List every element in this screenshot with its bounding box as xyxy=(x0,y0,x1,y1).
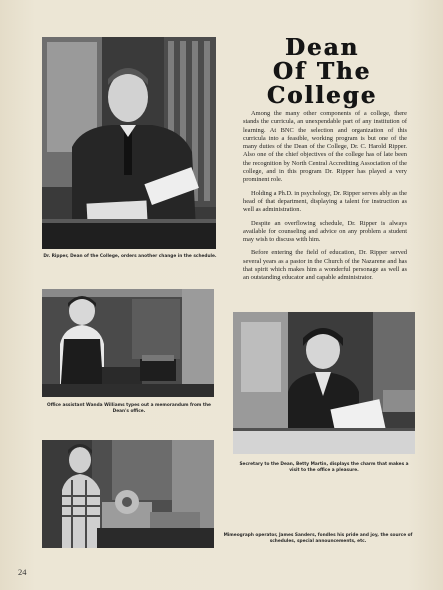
title-line-1: Dean xyxy=(284,34,360,61)
mimeograph-photo xyxy=(42,440,214,548)
secretary-photo xyxy=(233,312,415,454)
body-paragraph-4: Before entering the field of education, Dr. Ripper served several years as a pastor in the Church of the Nazarene and has that spirit which makes him a wonderful personage as well as an outstanding educator and capable administrator. xyxy=(243,249,407,282)
secretary-caption: Secretary to the Dean, Betty Martin, displays the charm that makes a visit to the office a pleasure. xyxy=(239,462,409,474)
body-paragraph-2: Holding a Ph.D. in psychology, Dr. Ripper serves ably as the head of that department, displaying a talent for instruction as well as administration. xyxy=(243,189,407,214)
title-line-2: Of The xyxy=(272,58,372,85)
body-paragraph-3: Despite an overflowing schedule, Dr. Ripper is always available for counseling and advice on any problem a student may wish to discuss with him. xyxy=(243,219,407,244)
office-assistant-caption: Office assistant Wanda Williams types out a memorandum from the Dean's office. xyxy=(47,403,211,415)
dean-photo-caption: Dr. Ripper, Dean of the College, orders another change in the schedule. xyxy=(43,254,217,259)
office-assistant-photo xyxy=(42,289,214,397)
mimeograph-caption: Mimeograph operator, James Sanders, fondles his pride and joy, the source of schedules, special announcements, etc. xyxy=(223,533,413,545)
article-body xyxy=(243,110,407,288)
body-paragraph-1: Among the many other components of a college, there stands the curricula, an unexpendable part of any institution of learning. At BNC the selection and organization of this curricula into a feasible, working program is but one of the many duties of the Dean of the College, Dr. C. Harold Ripper. Also one of the chief objectives of the college has of late been the recognition by North Central Accrediting Association of the college, and in this program Dr. Ripper has played a very prominent role. xyxy=(243,110,407,184)
title-line-3: College xyxy=(266,82,378,109)
page-title xyxy=(238,36,406,108)
dean-photo xyxy=(42,37,216,249)
page-number: 24 xyxy=(18,567,27,577)
